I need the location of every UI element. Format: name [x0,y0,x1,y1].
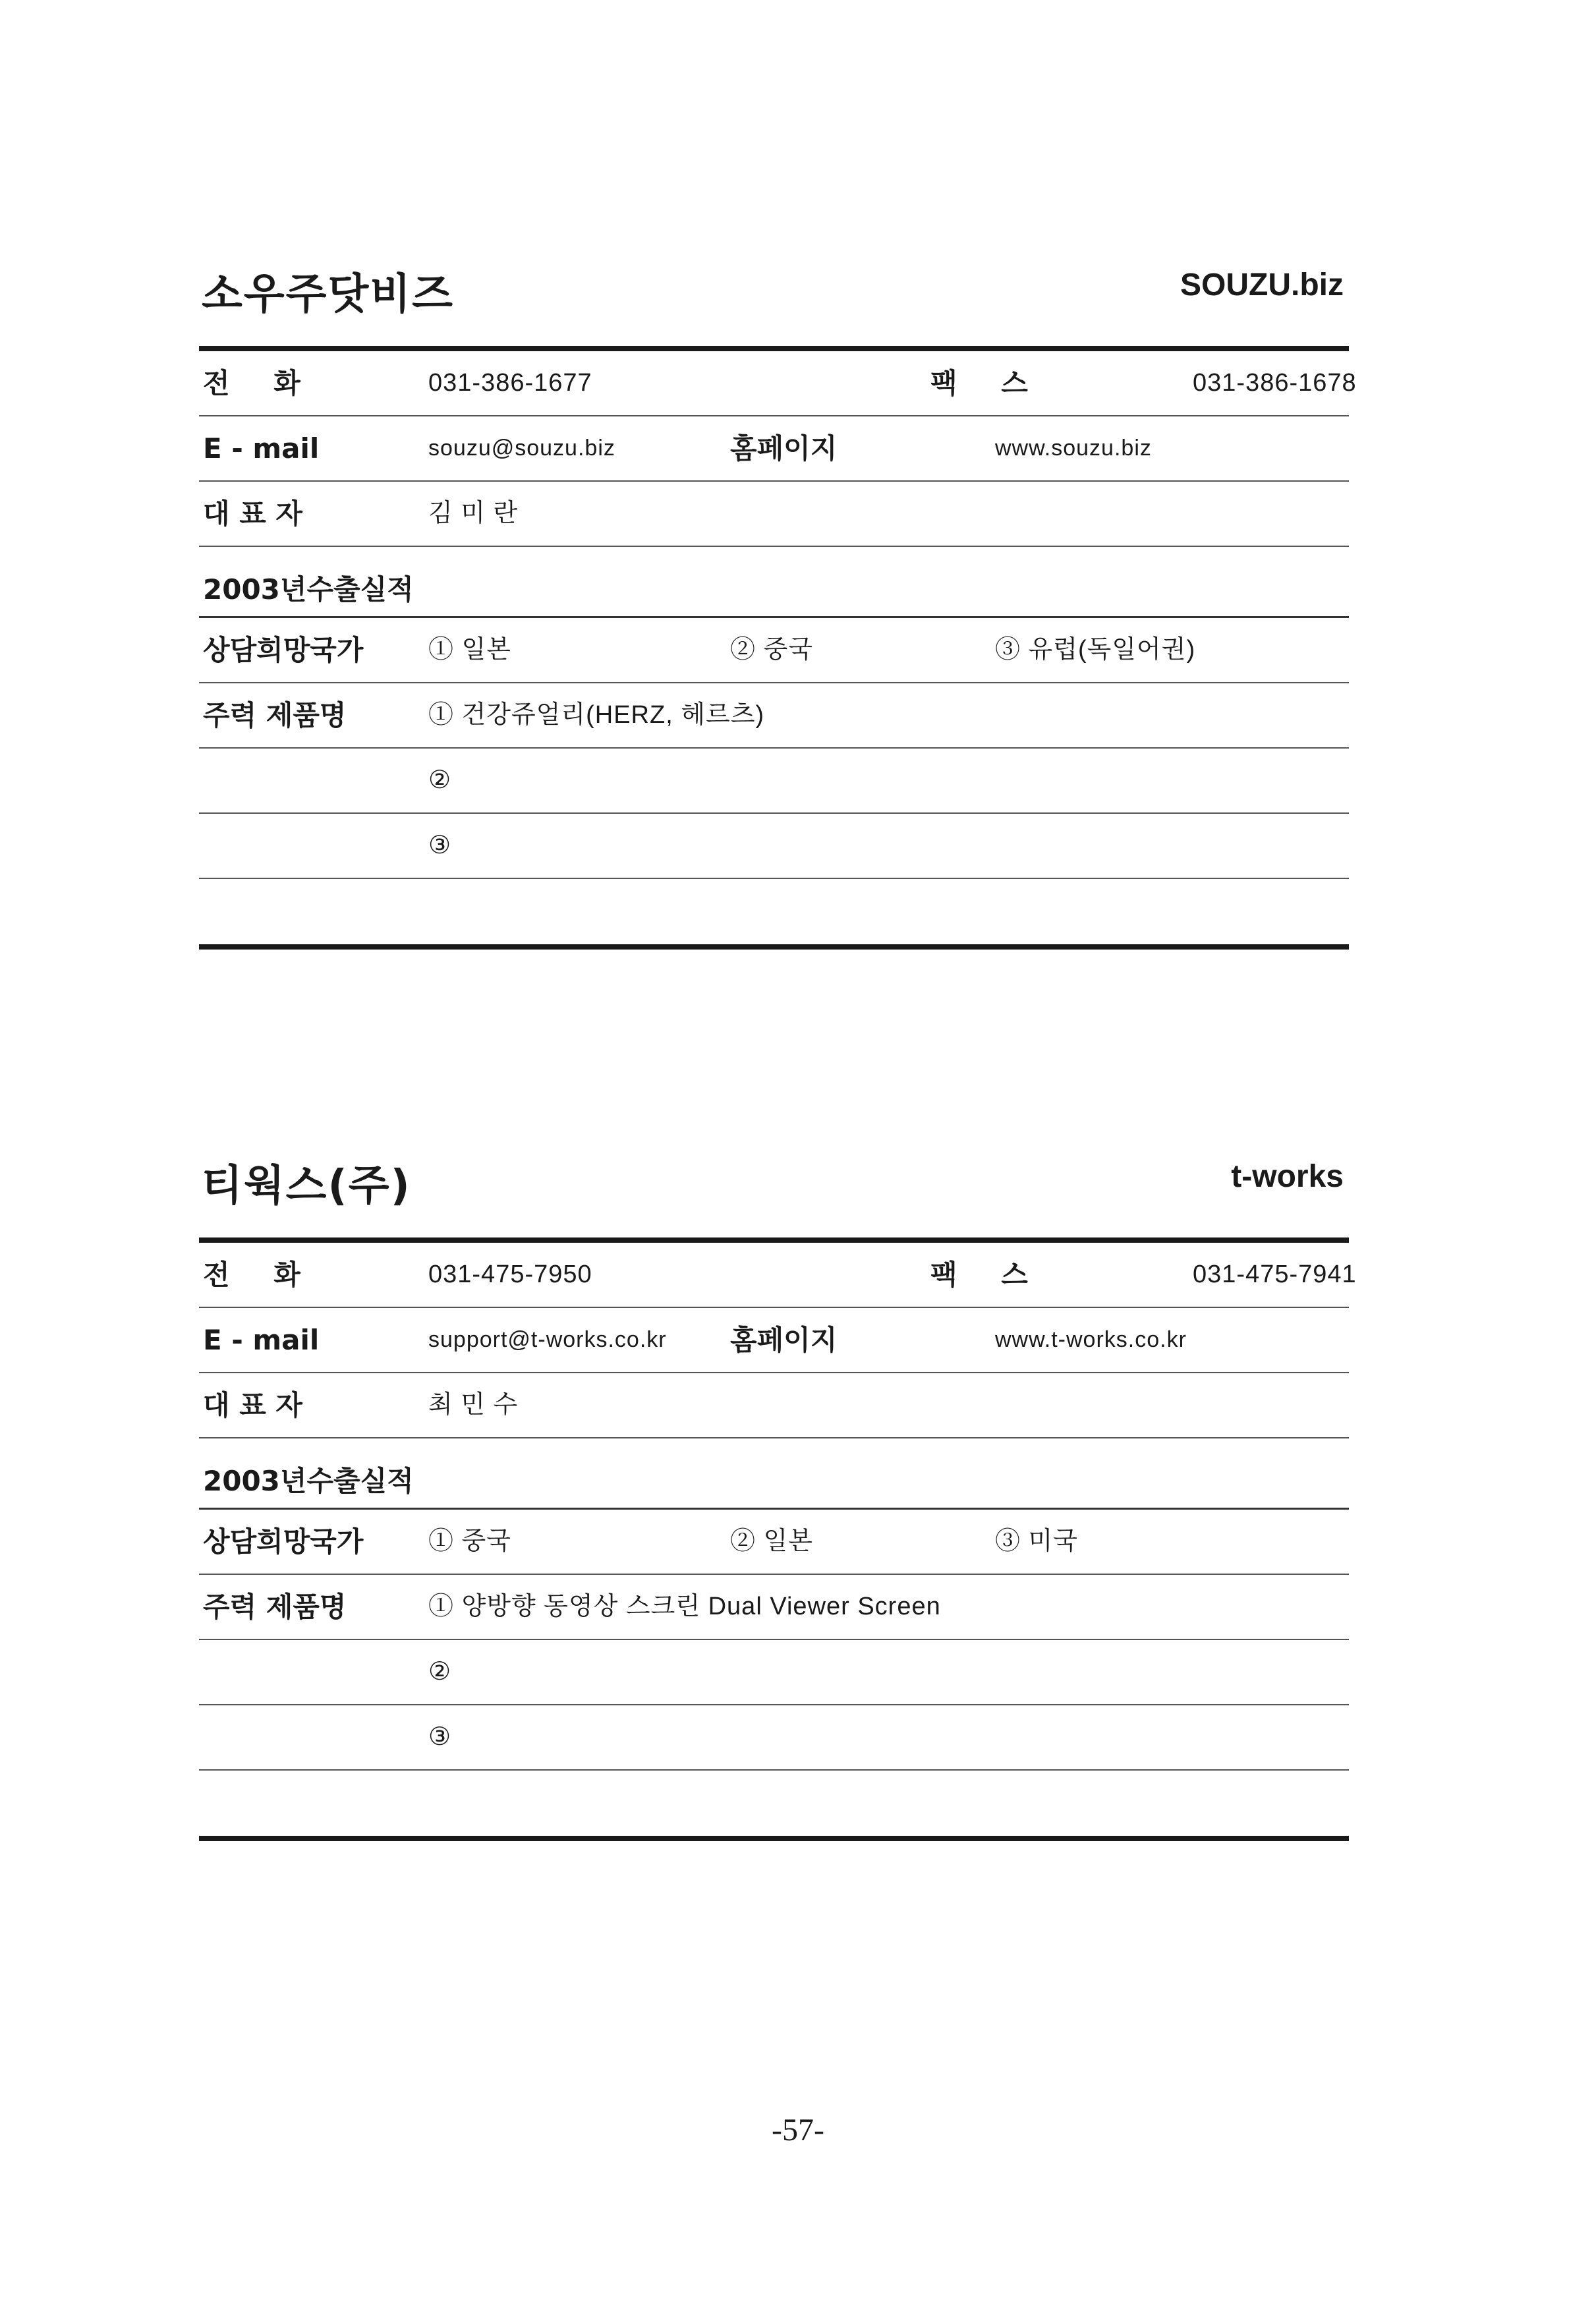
fax-label: 팩 스 [930,367,1045,399]
ceo-label: 대 표 자 [203,498,302,530]
export-title-row [199,1438,1349,1510]
company-name-ko: 티웍스(주) [202,1162,411,1210]
fax-value: 031-475-7941 [1193,1261,1357,1288]
target-2: ② 일본 [730,1527,813,1555]
product-row-2 [199,749,1349,814]
product-row-1 [199,683,1349,749]
tel-label: 전 화 [203,1259,318,1291]
target-label: 상담희망국가 [203,634,364,666]
target-country-row [199,618,1349,683]
contact-row-tel [199,1243,1357,1308]
divider-bottom [199,1836,1349,1841]
product-3: ③ [428,832,452,859]
target-1: ① 중국 [428,1527,511,1555]
divider-top [199,1237,1349,1243]
divider-bottom [199,944,1349,950]
product-row-2 [199,1640,1349,1705]
target-3: ③ 미국 [995,1527,1078,1555]
contact-row-ceo [199,1373,1349,1438]
email-value: souzu@souzu.biz [428,436,615,461]
company-header [199,1152,1349,1237]
company-name-en: SOUZU.biz [1180,268,1344,302]
product-1: ① 양방향 동영상 스크린 Dual Viewer Screen [428,1593,941,1620]
product-row-3 [199,814,1349,879]
ceo-label: 대 표 자 [203,1389,302,1421]
product-3: ③ [428,1723,452,1751]
tel-label: 전 화 [203,367,318,399]
homepage-value: www.t-works.co.kr [995,1327,1187,1352]
contact-row-email [199,1308,1349,1373]
email-value: support@t-works.co.kr [428,1327,667,1352]
target-label: 상담희망국가 [203,1525,364,1558]
product-row-1 [199,1575,1349,1640]
tel-value: 031-475-7950 [428,1261,592,1288]
contact-row-email [199,416,1349,482]
contact-row-tel [199,351,1357,416]
product-2: ② [428,766,452,794]
fax-value: 031-386-1678 [1193,369,1357,397]
company-header [199,260,1349,346]
company-block-tworks [199,1152,1357,1841]
product-1: ① 건강쥬얼리(HERZ, 헤르츠) [428,701,765,729]
ceo-value: 김 미 란 [428,499,519,527]
target-3: ③ 유럽(독일어권) [995,636,1196,664]
homepage-value: www.souzu.biz [995,436,1152,461]
product-row-3 [199,1705,1349,1771]
products-label: 주력 제품명 [203,699,347,731]
divider-top [199,346,1349,351]
target-country-row [199,1510,1349,1575]
company-block-souzu [199,260,1357,950]
page-number: -57- [772,2113,824,2147]
company-name-ko: 소우주닷비즈 [202,270,454,319]
target-2: ② 중국 [730,636,813,664]
products-label: 주력 제품명 [203,1591,347,1623]
ceo-value: 최 민 수 [428,1391,519,1419]
export-title: 2003년수출실적 [203,573,414,606]
product-2: ② [428,1658,452,1686]
tel-value: 031-386-1677 [428,369,592,397]
homepage-label: 홈페이지 [730,432,838,465]
company-name-en: t-works [1231,1159,1344,1194]
export-title-row [199,547,1349,618]
email-label: E - mail [203,1324,320,1356]
email-label: E - mail [203,432,320,465]
fax-label: 팩 스 [930,1259,1045,1291]
homepage-label: 홈페이지 [730,1324,838,1356]
contact-row-ceo [199,482,1349,547]
target-1: ① 일본 [428,636,511,664]
export-title: 2003년수출실적 [203,1465,414,1497]
